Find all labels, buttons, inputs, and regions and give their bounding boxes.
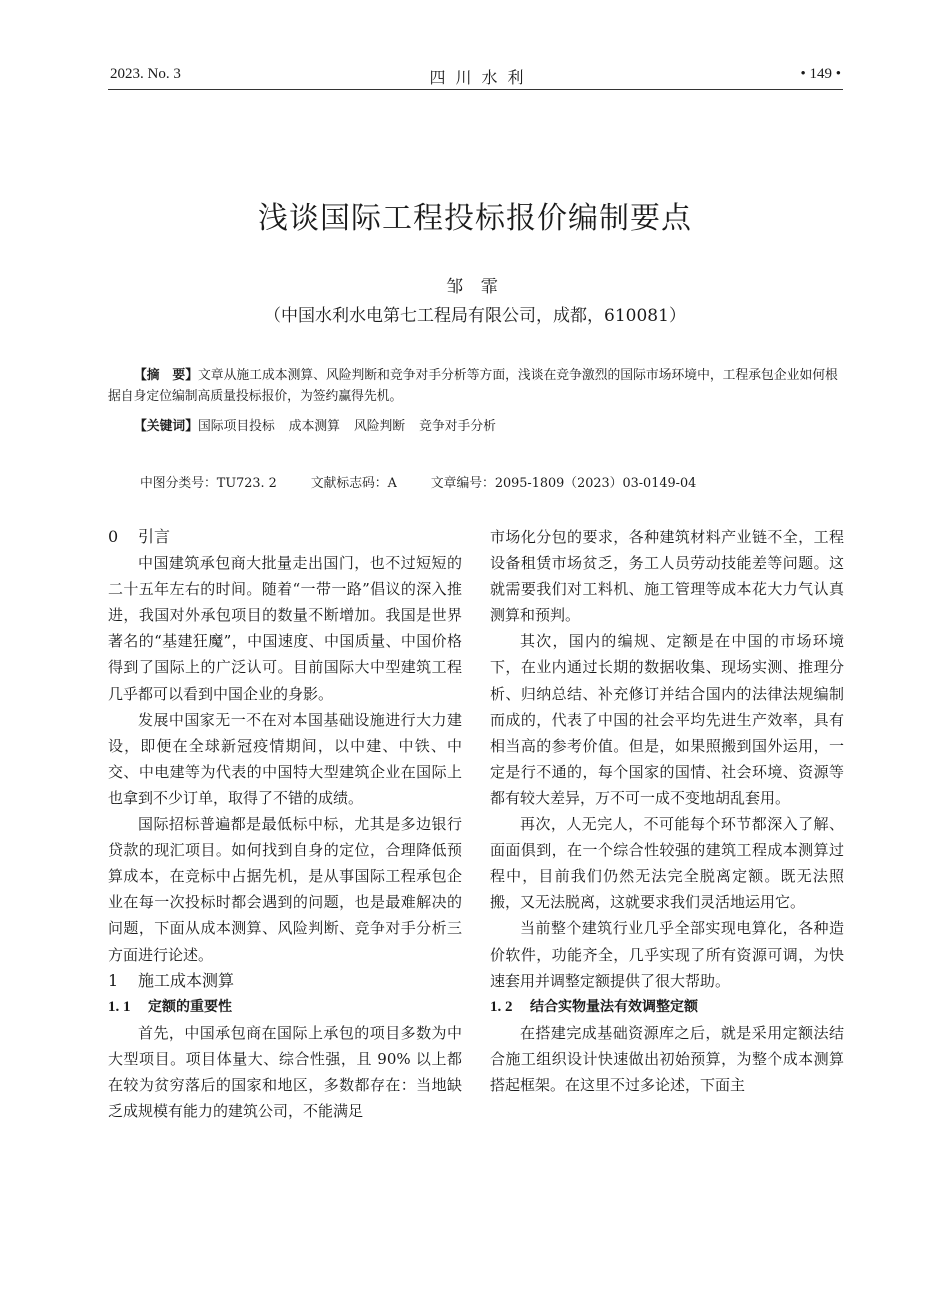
subsection-heading-1-2: 1. 2 结合实物量法有效调整定额 [490, 998, 698, 1015]
paragraph: 发展中国家无一不在对本国基础设施进行大力建设，即便在全球新冠疫情期间，以中建、中铁、中交、中电建等为代表的中国特大型建筑企业在国际上也拿到不少订单，取得了不错的成绩。 [108, 710, 462, 807]
paragraph: 国际招标普遍都是最低标中标，尤其是多边银行贷款的现汇项目。如何找到自身的定位，合理降低预算成本，在竞标中占据先机，是从事国际工程承包企业在每一次投标时都会遇到的问题，也是最难解决的问题，下面从成本测算、风险判断、竞争对手分析三方面进行论述。 [108, 815, 462, 964]
article-number: 文章编号：2095-1809（2023）03-0149-04 [430, 476, 697, 491]
paragraph: 中国建筑承包商大批量走出国门，也不过短短的二十五年左右的时间。随着“一带一路”倡议的深入推进，我国对外承包项目的数量不断增加。我国是世界著名的“基建狂魔”，中国速度、中国质量、中国价格得到了国际上的广泛认可。目前国际大中型建筑工程几乎都可以看到中国企业的身影。 [108, 554, 462, 703]
section-heading-1: 1 施工成本测算 [108, 970, 235, 990]
journal-name: 四川水利 [429, 68, 534, 87]
paragraph: 当前整个建筑行业几乎全部实现电算化，各种造价软件，功能齐全，几乎实现了所有资源可调，为快速套用并调整定额提供了很大帮助。 [490, 919, 844, 990]
running-header [108, 62, 843, 90]
paragraph: 再次，人无完人，不可能每个环节都深入了解、面面俱到，在一个综合性较强的建筑工程成本测算过程中，目前我们仍然无法完全脱离定额。既无法照搬，又无法脱离，这就要求我们灵活地运用它。 [490, 815, 844, 912]
keyword: 竞争对手分析 [419, 419, 496, 434]
abstract [108, 365, 844, 407]
keywords-label: 【关键词】 [134, 419, 198, 434]
paragraph: 其次，国内的编规、定额是在中国的市场环境下，在业内通过长期的数据收集、现场实测、推理分析、归纳总结、补充修订并结合国内的法律法规编制而成的，代表了中国的社会平均先进生产效率，具有相当高的参考价值。但是，如果照搬到国外运用，一定是行不通的，每个国家的国情、社会环境、资源等都有较大差异，万不可一成不变地胡乱套用。 [490, 632, 844, 807]
author-affiliation: （中国水利水电第七工程局有限公司，成都，610081） [264, 306, 686, 326]
keyword: 风险判断 [353, 419, 406, 434]
paragraph: 市场化分包的要求，各种建筑材料产业链不全，工程设备租赁市场贫乏，务工人员劳动技能差等问题。这就需要我们对工料机、施工管理等成本花大力气认真测算和预判。 [490, 528, 844, 625]
abstract-label: 【摘 要】 [134, 368, 198, 383]
author-name: 邹 霏 [446, 277, 504, 297]
keyword: 成本测算 [288, 419, 340, 434]
paragraph: 首先，中国承包商在国际上承包的项目多数为中大型项目。项目体量大、综合性强，且 90% 以上都在较为贫穷落后的国家和地区，多数都存在：当地缺乏成规模有能力的建筑公司，不能满足 [108, 1023, 462, 1121]
paragraph: 在搭建完成基础资源库之后，就是采用定额法结合施工组织设计快速做出初始预算，为整个成本测算搭起框架。在这里不过多论述，下面主 [490, 1023, 844, 1094]
subsection-heading-1-1: 1. 1 定额的重要性 [108, 998, 232, 1015]
article-title: 浅谈国际工程投标报价编制要点 [258, 201, 692, 236]
keywords [108, 416, 844, 437]
issue-number: 2023. No. 3 [110, 66, 181, 82]
keyword: 国际项目投标 [197, 419, 275, 434]
clc-number: 中图分类号：TU723. 2 [140, 476, 277, 491]
left-column [108, 524, 462, 1124]
document-code: 文献标志码：A [310, 476, 397, 491]
page-number: • 149 • [800, 66, 841, 82]
classification-line [140, 472, 730, 491]
right-column [490, 524, 844, 1098]
abstract-text: 文章从施工成本测算、风险判断和竞争对手分析等方面，浅谈在竞争激烈的国际市场环境中，工程承包企业如何根据自身定位编制高质量投标报价，为签约赢得先机。 [108, 368, 838, 404]
section-heading-0: 0 引言 [108, 527, 171, 546]
